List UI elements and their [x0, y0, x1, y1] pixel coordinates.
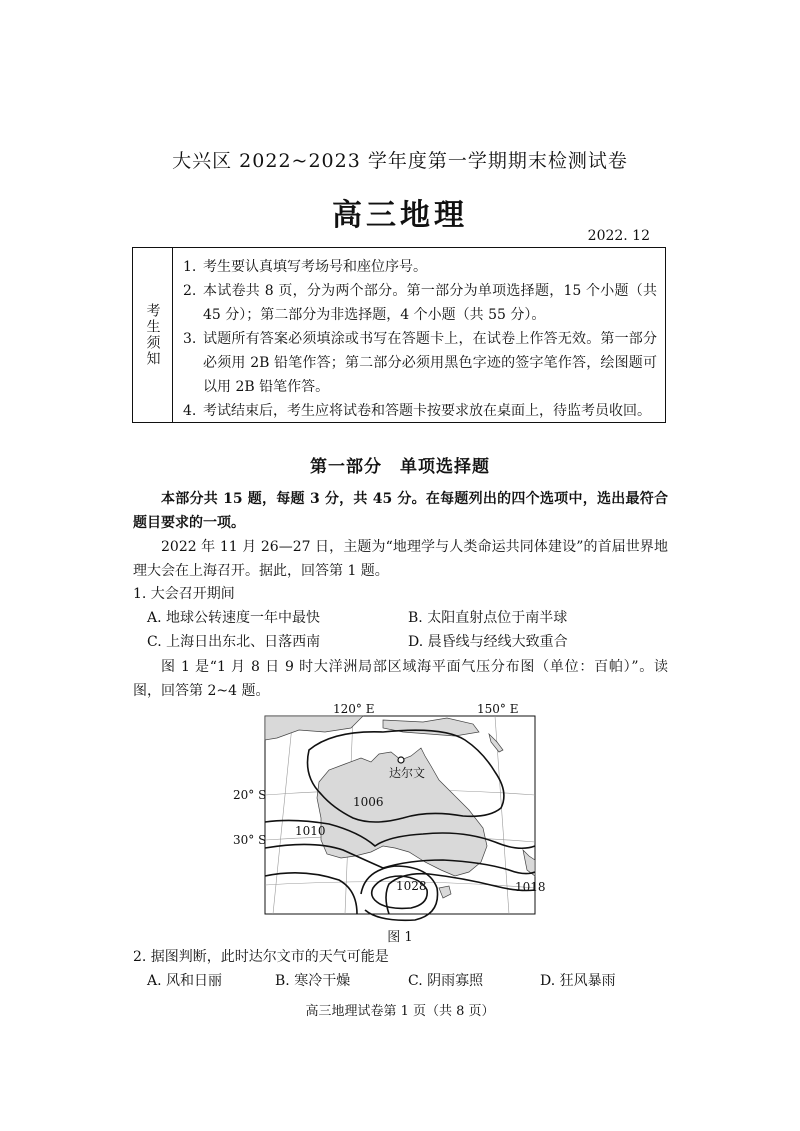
- exam-title: 大兴区 2022~2023 学年度第一学期期末检测试卷: [172, 150, 628, 172]
- question-2-option-c: C. 阴雨寡照: [408, 973, 484, 989]
- pressure-map-figure: [233, 700, 563, 940]
- notice-item-number: 1.: [183, 259, 197, 275]
- question-2-stem: 2. 据图判断，此时达尔文市的天气可能是: [133, 949, 389, 965]
- notice-box: [132, 247, 666, 423]
- notice-item-number: 4.: [183, 403, 197, 419]
- question-context-1: 2022 年 11 月 26—27 日，主题为“地理学与人类命运共同体建设”的首届世界地理大会在上海召开。据此，回答第 1 题。: [133, 539, 668, 579]
- question-2-option-a: A. 风和日丽: [147, 973, 223, 989]
- isobar-label-1028: 1028: [396, 879, 427, 893]
- lon-label-150e: 150° E: [477, 702, 519, 716]
- notice-item-number: 3.: [183, 331, 197, 347]
- isobar-label-1018: 1018: [515, 880, 546, 894]
- notice-item-number: 2.: [183, 283, 197, 299]
- lat-label-30s: 30° S: [233, 833, 267, 847]
- isobar-label-1006: 1006: [353, 795, 384, 809]
- lat-label-20s: 20° S: [233, 788, 267, 802]
- page-footer: 高三地理试卷第 1 页（共 8 页）: [305, 1004, 495, 1019]
- notice-label: 考生须知: [144, 303, 161, 367]
- notice-item-text: 本试卷共 8 页，分为两个部分。第一部分为单项选择题，15 个小题（共 45 分）；第二部分为非选择题，4 个小题（共 55 分）。: [203, 283, 657, 323]
- notice-item-text: 试题所有答案必须填涂或书写在答题卡上，在试卷上作答无效。第一部分必须用 2B 铅笔作答；第二部分必须用黑色字迹的签字笔作答，绘图题可以用 2B 铅笔作答。: [203, 331, 657, 395]
- notice-item: [183, 327, 657, 399]
- isobar-label-1010: 1010: [295, 824, 326, 838]
- subject-title: 高三地理: [332, 198, 468, 233]
- notice-item: [183, 279, 657, 327]
- question-1-option-c: C. 上海日出东北、日落西南: [147, 634, 321, 650]
- notice-item: [183, 255, 657, 279]
- darwin-marker: [398, 757, 404, 763]
- question-1-stem: 1. 大会召开期间: [133, 586, 235, 602]
- notice-item: [183, 399, 657, 423]
- question-2-option-b: B. 寒冷干燥: [275, 973, 351, 989]
- notice-items: [173, 248, 665, 422]
- question-context-2: 图 1 是“1 月 8 日 9 时大洋洲局部区域海平面气压分布图（单位：百帕）”。读图，回答第 2~4 题。: [133, 659, 668, 699]
- lon-label-120e: 120° E: [333, 702, 375, 716]
- notice-item-text: 考试结束后，考生应将试卷和答题卡按要求放在桌面上，待监考员收回。: [203, 403, 651, 419]
- city-label-darwin: 达尔文: [389, 766, 426, 780]
- notice-label-cell: [133, 248, 173, 422]
- exam-date: 2022. 12: [587, 228, 650, 244]
- part-instructions: 本部分共 15 题，每题 3 分，共 45 分。在每题列出的四个选项中，选出最符合题目要求的一项。: [133, 491, 668, 531]
- pressure-map: [233, 700, 563, 940]
- section-title: 第一部分 单项选择题: [310, 457, 490, 477]
- question-1-option-d: D. 晨昏线与经线大致重合: [408, 634, 568, 650]
- question-1-option-b: B. 太阳直射点位于南半球: [408, 610, 568, 626]
- notice-item-text: 考生要认真填写考场号和座位序号。: [203, 259, 427, 275]
- question-1-option-a: A. 地球公转速度一年中最快: [147, 610, 321, 626]
- figure-caption: 图 1: [387, 930, 413, 945]
- question-2-option-d: D. 狂风暴雨: [540, 973, 616, 989]
